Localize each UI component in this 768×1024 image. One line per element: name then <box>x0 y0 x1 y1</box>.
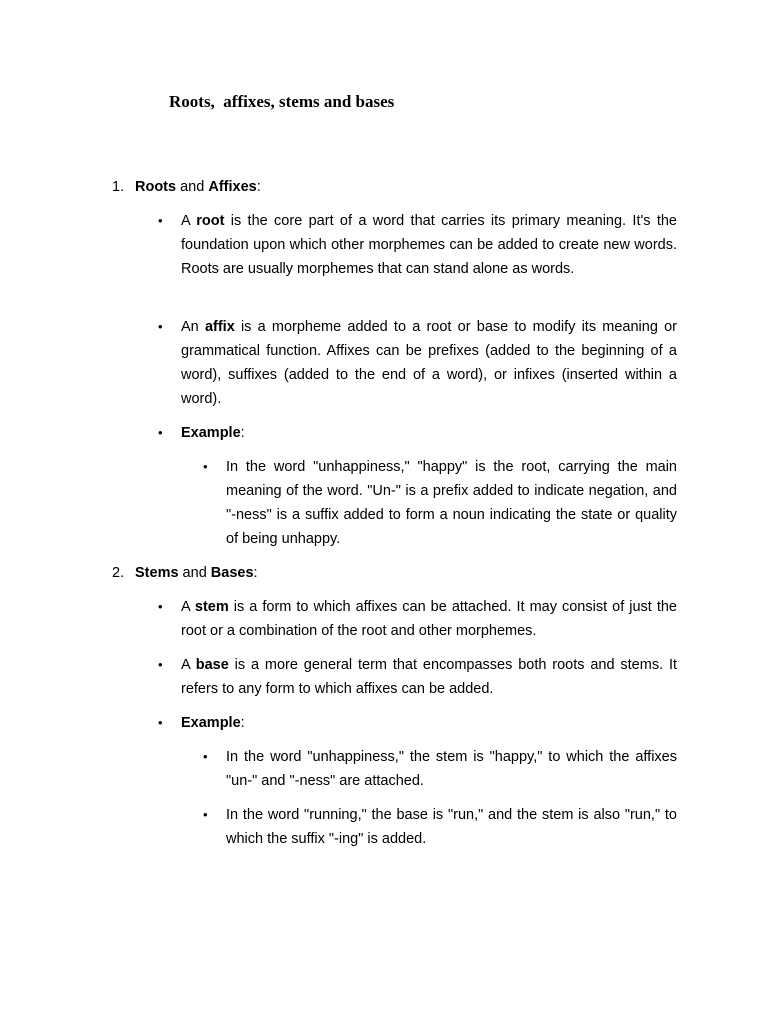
item-prefix: A <box>181 213 197 229</box>
item-prefix: An <box>181 319 205 335</box>
example-text: In the word "unhappiness," "happy" is the root, carrying the main meaning of the word. "Un-" is a prefix added to indicate negation, and "-ness" is a suffix added to form a noun indicating the state or quality of being unhappy. <box>226 459 677 547</box>
heading-term: Roots <box>135 179 177 195</box>
defined-term: stem <box>194 599 229 615</box>
defined-term: affix <box>204 319 235 335</box>
definition-text: is the core part of a word that carries its primary meaning. It's the foundation upon which other morphemes can be added to create new words. Roots are usually morphemes that can stand alone as words. <box>181 213 677 277</box>
item-prefix: A <box>181 599 195 615</box>
heading-conjunction: and <box>176 179 209 195</box>
list-item-example-label <box>158 421 677 445</box>
item-prefix: A <box>181 657 196 673</box>
section-heading-roots-affixes <box>112 175 261 199</box>
heading-conjunction: and <box>178 565 211 581</box>
defined-term: root <box>196 213 225 229</box>
bullet-icon: • <box>158 599 163 614</box>
heading-term: Affixes <box>208 179 257 195</box>
example-colon: : <box>240 425 245 441</box>
section-heading-stems-bases <box>112 561 258 585</box>
list-item-example <box>203 455 677 551</box>
section-number: 1. <box>112 179 125 195</box>
section-number: 2. <box>112 565 125 581</box>
list-item-example <box>203 745 677 793</box>
example-colon: : <box>240 715 245 731</box>
example-label: Example <box>181 425 241 441</box>
heading-term: Stems <box>135 565 179 581</box>
list-item-example-label <box>158 711 677 735</box>
definition-text: is a morpheme added to a root or base to modify its meaning or grammatical function. Affixes can be prefixes (added to the beginning of a word), suffixes (added to the end of a word), or infixes (inserted within a word). <box>181 319 677 407</box>
bullet-icon: • <box>203 807 208 822</box>
bullet-icon: • <box>158 425 163 440</box>
heading-term: Bases <box>210 565 254 581</box>
bullet-icon: • <box>158 319 163 334</box>
defined-term: base <box>195 657 229 673</box>
bullet-icon: • <box>203 749 208 764</box>
example-label: Example <box>181 715 241 731</box>
list-item-base-definition <box>158 653 678 701</box>
document-title: Roots, affixes, stems and bases <box>169 92 395 111</box>
heading-colon: : <box>256 179 261 195</box>
bullet-icon: • <box>158 715 163 730</box>
heading-colon: : <box>253 565 258 581</box>
list-item-stem-definition <box>158 595 677 643</box>
list-item-root-definition <box>158 209 677 281</box>
example-text: In the word "running," the base is "run," and the stem is also "run," to which the suffix "-ing" is added. <box>226 807 677 847</box>
bullet-icon: • <box>203 459 208 474</box>
list-item-example <box>203 803 677 851</box>
definition-text: is a form to which affixes can be attached. It may consist of just the root or a combination of the root and other morphemes. <box>181 599 677 639</box>
bullet-icon: • <box>158 213 163 228</box>
list-item-affix-definition <box>158 315 677 411</box>
example-text: In the word "unhappiness," the stem is "happy," to which the affixes "un-" and "-ness" are attached. <box>226 749 677 789</box>
definition-text: is a more general term that encompasses both roots and stems. It refers to any form to which affixes can be added. <box>181 657 678 697</box>
bullet-icon: • <box>158 657 163 672</box>
